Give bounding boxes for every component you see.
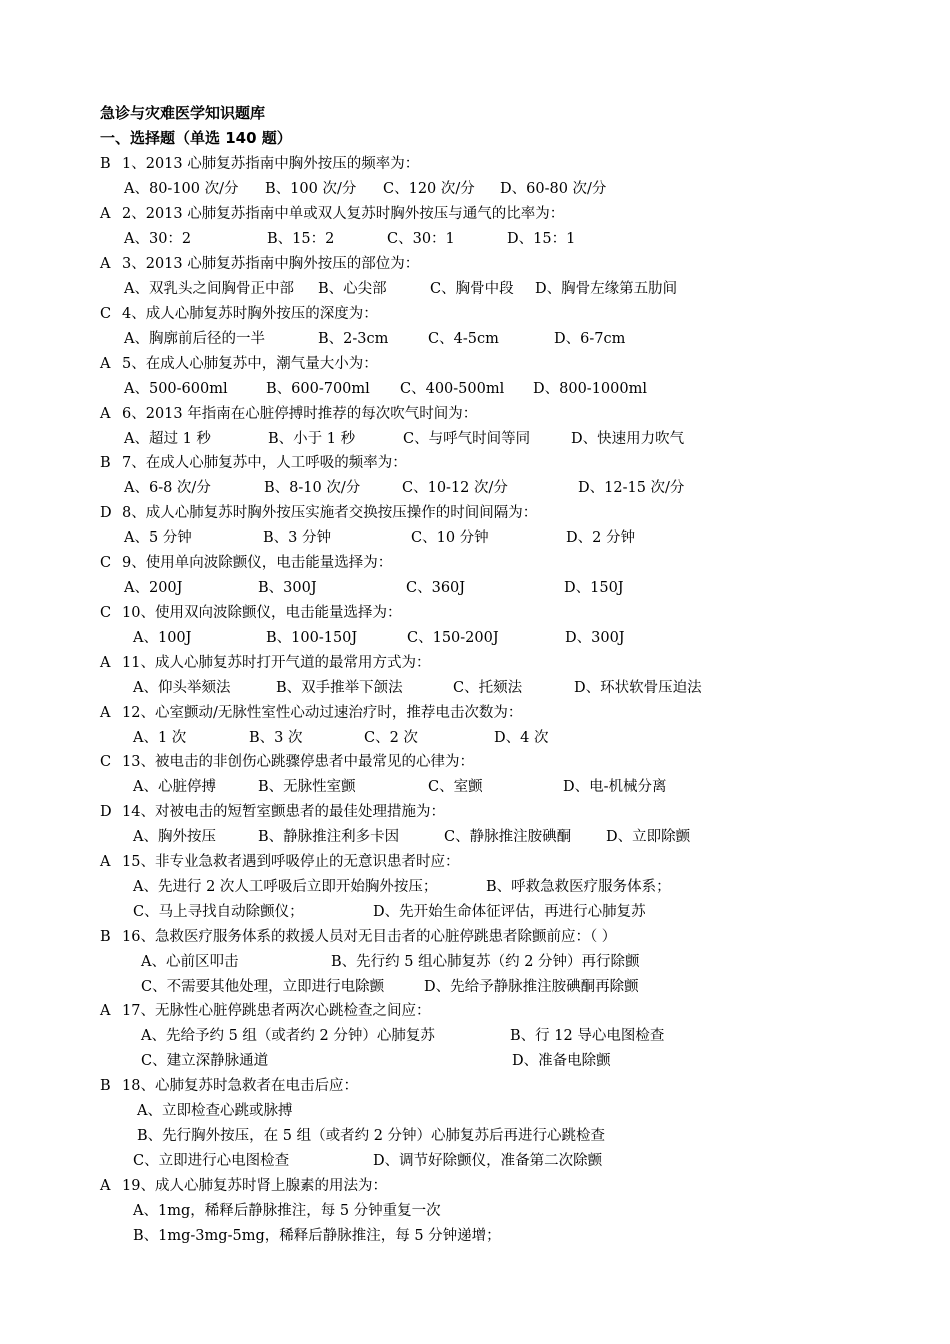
option-d: D、先开始生命体征评估，再进行心肺复苏 [373,904,646,920]
option-c: C、与呼气时间等同 [403,431,531,447]
option-b: B、2-3cm [318,331,389,347]
answer-key: A [100,655,111,671]
answer-key: A [100,256,111,272]
option-a: A、胸外按压 [133,829,216,845]
answer-key: A [100,854,111,870]
question-8 [100,501,537,522]
option-b: B、600-700ml [266,381,370,397]
question-2 [100,202,564,223]
option-c: C、不需要其他处理，立即进行电除颤 [141,979,385,995]
option-b: B、100 次/分 [265,181,357,197]
option-a: A、仰头举颏法 [133,680,231,696]
option-a: A、500-600ml [124,381,228,397]
option-b: B、先行约 5 组心肺复苏（约 2 分钟）再行除颤 [331,954,640,970]
answer-key: C [100,605,112,621]
question-text: 9、使用单向波除颤仪，电击能量选择为： [122,555,393,571]
question-text: 6、2013 年指南在心脏停搏时推荐的每次吹气时间为： [122,406,478,422]
question-6 [100,402,477,423]
answer-key: B [100,156,111,172]
question-text: 13、被电击的非创伤心跳骤停患者中最常见的心律为： [122,754,474,770]
option-a: A、1 次 [133,730,187,746]
option-a: A、30：2 [124,231,192,247]
option-c: C、胸骨中段 [430,281,514,297]
question-text: 4、成人心肺复苏时胸外按压的深度为： [122,306,378,322]
option-b: B、先行胸外按压，在 5 组（或者约 2 分钟）心肺复苏后再进行心跳检查 [137,1128,606,1144]
answer-key: C [100,306,112,322]
option-d: D、150J [564,580,624,596]
question-5 [100,352,378,373]
option-a: A、5 分钟 [124,530,192,546]
question-7 [100,451,407,472]
question-19 [100,1174,387,1195]
option-b: B、1mg-3mg-5mg，稀释后静脉推注，每 5 分钟递增； [133,1228,501,1244]
question-11 [100,651,430,672]
answer-key: B [100,455,111,471]
option-c: C、400-500ml [400,381,505,397]
answer-key: A [100,1003,111,1019]
document-title: 急诊与灾难医学知识题库 [100,104,266,122]
option-c: C、150-200J [407,630,499,646]
option-c: C、120 次/分 [383,181,475,197]
question-15 [100,850,459,871]
question-14 [100,800,445,821]
question-text: 10、使用双向波除颤仪，电击能量选择为： [122,605,402,621]
question-text: 17、无脉性心脏停跳患者两次心跳检查之间应： [122,1003,431,1019]
option-a: A、先进行 2 次人工呼吸后立即开始胸外按压； [133,879,438,895]
question-text: 3、2013 心肺复苏指南中胸外按压的部位为： [122,256,420,272]
option-b: B、3 次 [249,730,303,746]
option-d: D、调节好除颤仪，准备第二次除颤 [373,1153,603,1169]
option-d: D、电-机械分离 [563,779,667,795]
option-a: A、胸廓前后径的一半 [124,331,265,347]
option-d: D、2 分钟 [566,530,635,546]
option-c: C、2 次 [364,730,418,746]
option-d: D、胸骨左缘第五肋间 [535,281,678,297]
answer-key: A [100,356,111,372]
option-a: A、心脏停搏 [133,779,216,795]
option-c: C、360J [406,580,466,596]
option-b: B、心尖部 [318,281,387,297]
question-12 [100,701,522,722]
option-d: D、准备电除颤 [512,1053,611,1069]
option-b: B、小于 1 秒 [268,431,356,447]
option-d: D、6-7cm [554,331,626,347]
option-c: C、室颤 [428,779,483,795]
answer-key: B [100,929,111,945]
option-d: D、300J [565,630,625,646]
option-b: B、8-10 次/分 [264,480,361,496]
option-b: B、3 分钟 [263,530,331,546]
option-a: A、100J [133,630,192,646]
question-text: 11、成人心肺复苏时打开气道的最常用方式为： [122,655,431,671]
option-c: C、4-5cm [428,331,499,347]
option-d: D、800-1000ml [533,381,647,397]
question-text: 18、心肺复苏时急救者在电击后应： [122,1078,358,1094]
answer-key: A [100,705,111,721]
option-a: A、双乳头之间胸骨正中部 [124,281,294,297]
question-16 [100,925,616,946]
question-text: 7、在成人心肺复苏中，人工呼吸的频率为： [122,455,407,471]
question-4 [100,302,378,323]
option-a: A、心前区叩击 [141,954,239,970]
option-a: A、200J [124,580,183,596]
option-b: B、300J [258,580,317,596]
option-b: B、15：2 [267,231,335,247]
question-text: 5、在成人心肺复苏中，潮气量大小为： [122,356,378,372]
option-b: B、无脉性室颤 [258,779,356,795]
option-d: D、12-15 次/分 [578,480,685,496]
section-heading: 一、选择题（单选 140 题） [100,129,292,147]
question-13 [100,750,474,771]
option-d: D、快速用力吹气 [571,431,685,447]
option-d: D、环状软骨压迫法 [574,680,702,696]
question-17 [100,999,430,1020]
option-c: C、30：1 [387,231,455,247]
option-b: B、100-150J [266,630,358,646]
option-a: A、80-100 次/分 [124,181,239,197]
answer-key: A [100,1178,111,1194]
question-text: 19、成人心肺复苏时肾上腺素的用法为： [122,1178,387,1194]
option-c: C、10-12 次/分 [402,480,508,496]
option-a: A、6-8 次/分 [124,480,211,496]
option-d: D、先给予静脉推注胺碘酮再除颤 [424,979,639,995]
option-d: D、60-80 次/分 [500,181,607,197]
option-b: B、行 12 导心电图检查 [510,1028,665,1044]
question-10 [100,601,401,622]
answer-key: D [100,804,112,820]
question-text: 15、非专业急救者遇到呼吸停止的无意识患者时应： [122,854,460,870]
question-3 [100,252,419,273]
answer-key: B [100,1078,111,1094]
option-c: C、托颏法 [453,680,523,696]
option-a: A、立即检查心跳或脉搏 [137,1103,293,1119]
question-9 [100,551,392,572]
question-text: 14、对被电击的短暂室颤患者的最佳处理措施为： [122,804,445,820]
option-c: C、立即进行心电图检查 [133,1153,290,1169]
option-b: B、静脉推注利多卡因 [258,829,400,845]
option-a: A、1mg，稀释后静脉推注，每 5 分钟重复一次 [133,1203,441,1219]
option-d: D、15：1 [507,231,576,247]
question-text: 12、心室颤动/无脉性室性心动过速治疗时，推荐电击次数为： [122,705,523,721]
option-a: A、超过 1 秒 [124,431,211,447]
answer-key: A [100,406,111,422]
option-c: C、建立深静脉通道 [141,1053,269,1069]
question-text: 8、成人心肺复苏时胸外按压实施者交换按压操作的时间间隔为： [122,505,538,521]
option-c: C、10 分钟 [411,530,489,546]
answer-key: C [100,754,112,770]
option-b: B、呼救急救医疗服务体系； [486,879,671,895]
option-c: C、马上寻找自动除颤仪； [133,904,304,920]
answer-key: C [100,555,112,571]
question-1 [100,152,419,173]
option-d: D、立即除颤 [606,829,691,845]
answer-key: A [100,206,111,222]
option-a: A、先给予约 5 组（或者约 2 分钟）心肺复苏 [141,1028,435,1044]
option-b: B、双手推举下颌法 [276,680,403,696]
question-text: 1、2013 心肺复苏指南中胸外按压的频率为： [122,156,420,172]
option-d: D、4 次 [494,730,549,746]
question-text: 16、急救医疗服务体系的救援人员对无目击者的心脏停跳患者除颤前应：（ ） [122,929,617,945]
question-18 [100,1074,358,1095]
answer-key: D [100,505,112,521]
question-text: 2、2013 心肺复苏指南中单或双人复苏时胸外按压与通气的比率为： [122,206,565,222]
option-c: C、静脉推注胺碘酮 [444,829,572,845]
